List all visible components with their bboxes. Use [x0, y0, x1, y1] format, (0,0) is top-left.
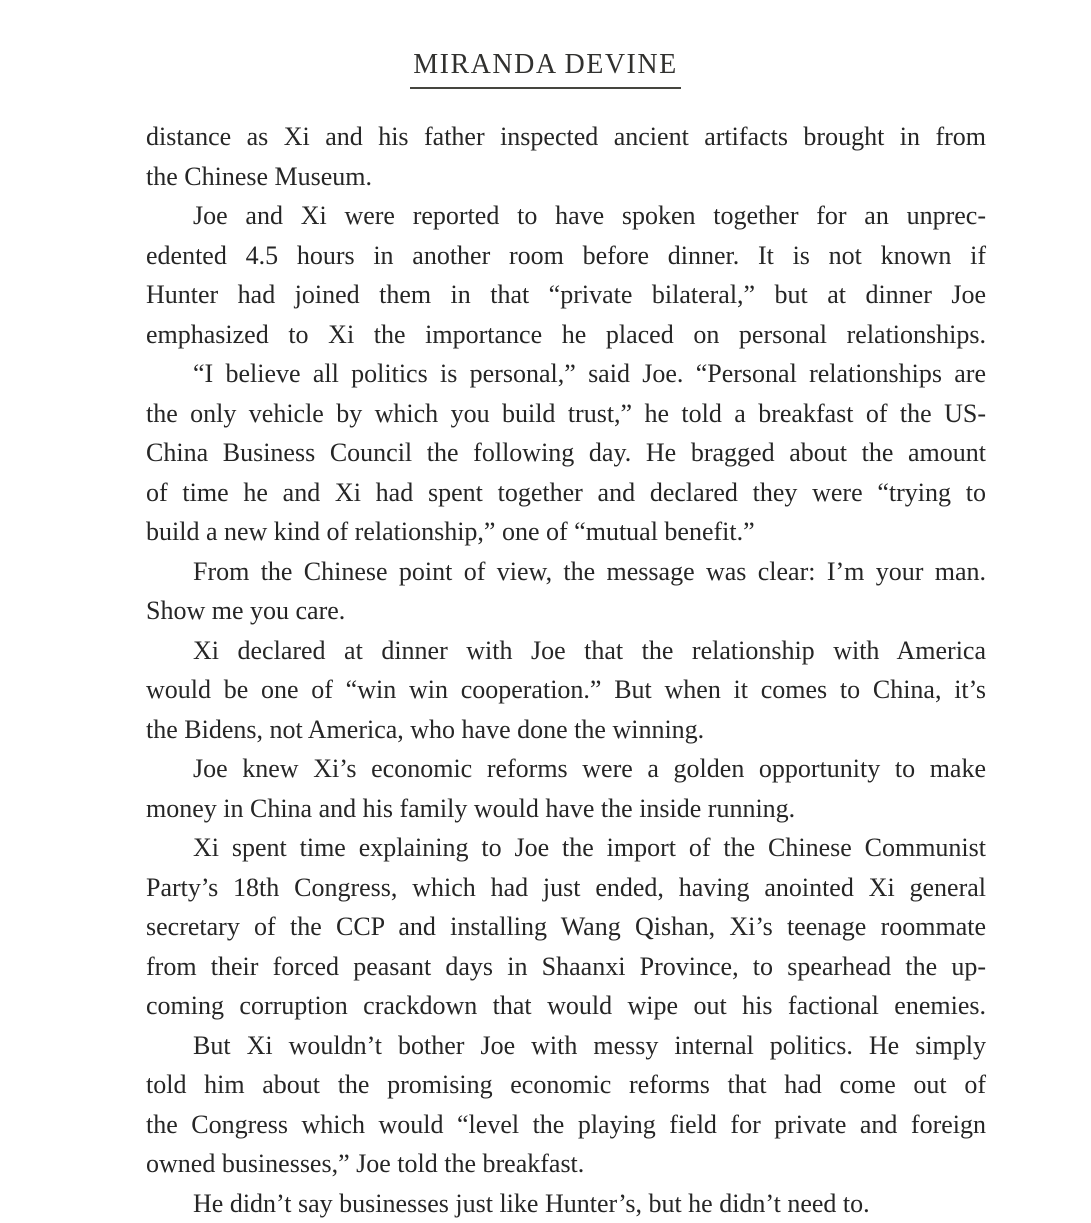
running-header-text: MIRANDA DEVINE: [410, 50, 680, 89]
paragraph: [146, 1026, 986, 1184]
text-line: emphasized to Xi the importance he placed on personal relationships.: [146, 315, 986, 355]
running-header: [0, 50, 1091, 89]
text-line: From the Chinese point of view, the message was clear: I’m your man.: [146, 552, 986, 592]
text-line: money in China and his family would have the inside running.: [146, 789, 986, 829]
text-line: from their forced peasant days in Shaanxi Province, to spearhead the up-: [146, 947, 986, 987]
text-line: of time he and Xi had spent together and declared they were “trying to: [146, 473, 986, 513]
text-line: Xi declared at dinner with Joe that the relationship with America: [146, 631, 986, 671]
text-line: owned businesses,” Joe told the breakfast.: [146, 1144, 986, 1184]
paragraph: [146, 117, 986, 196]
text-line: Joe and Xi were reported to have spoken together for an unprec-: [146, 196, 986, 236]
paragraph: [146, 749, 986, 828]
text-line: the Chinese Museum.: [146, 157, 986, 197]
paragraph: [146, 631, 986, 750]
text-line: coming corruption crackdown that would wipe out his factional enemies.: [146, 986, 986, 1026]
text-line: Joe knew Xi’s economic reforms were a golden opportunity to make: [146, 749, 986, 789]
paragraph: [146, 828, 986, 1026]
paragraph: [146, 196, 986, 354]
text-line: the only vehicle by which you build trust,” he told a breakfast of the US-: [146, 394, 986, 434]
text-line: Show me you care.: [146, 591, 986, 631]
text-line: China Business Council the following day. He bragged about the amount: [146, 433, 986, 473]
text-line: But Xi wouldn’t bother Joe with messy internal politics. He simply: [146, 1026, 986, 1066]
text-line: secretary of the CCP and installing Wang Qishan, Xi’s teenage roommate: [146, 907, 986, 947]
text-line-clipped: He didn’t say businesses just like Hunter’s, but he didn’t need to.: [146, 1184, 986, 1223]
text-line: Xi spent time explaining to Joe the import of the Chinese Communist: [146, 828, 986, 868]
text-line: build a new kind of relationship,” one of “mutual benefit.”: [146, 512, 986, 552]
text-line: Hunter had joined them in that “private bilateral,” but at dinner Joe: [146, 275, 986, 315]
text-line: the Bidens, not America, who have done the winning.: [146, 710, 986, 750]
text-line: “I believe all politics is personal,” said Joe. “Personal relationships are: [146, 354, 986, 394]
text-line: the Congress which would “level the playing field for private and foreign: [146, 1105, 986, 1145]
paragraph: [146, 354, 986, 552]
text-line: edented 4.5 hours in another room before dinner. It is not known if: [146, 236, 986, 276]
paragraph: [146, 552, 986, 631]
text-line: distance as Xi and his father inspected ancient artifacts brought in from: [146, 117, 986, 157]
text-line: told him about the promising economic reforms that had come out of: [146, 1065, 986, 1105]
text-line: would be one of “win win cooperation.” But when it comes to China, it’s: [146, 670, 986, 710]
page-text: [146, 117, 986, 1223]
text-line: Party’s 18th Congress, which had just ended, having anointed Xi general: [146, 868, 986, 908]
